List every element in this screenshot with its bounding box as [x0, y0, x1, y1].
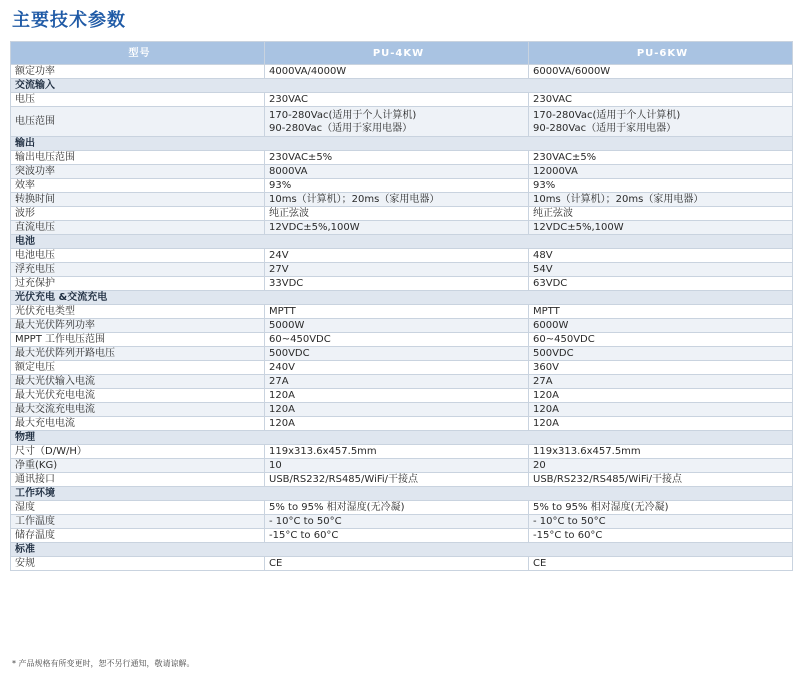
- row-value-pu-6kw: 20: [529, 459, 793, 473]
- section-title: 物理: [11, 431, 793, 445]
- row-value-pu-6kw: 纯正弦波: [529, 207, 793, 221]
- row-value-pu-6kw: 6000W: [529, 319, 793, 333]
- section-header: [11, 431, 793, 445]
- row-label: 过充保护: [11, 277, 265, 291]
- row-value-pu-4kw: 5000W: [265, 319, 529, 333]
- row-value-pu-6kw: - 10°C to 50°C: [529, 515, 793, 529]
- header-row: [11, 42, 793, 65]
- section-title: 工作环境: [11, 487, 793, 501]
- row-label: 湿度: [11, 501, 265, 515]
- row-value-pu-6kw: 170-280Vac(适用于个人计算机) 90-280Vac（适用于家用电器）: [529, 107, 793, 137]
- table-row: [11, 107, 793, 137]
- table-row: [11, 221, 793, 235]
- row-label: 直流电压: [11, 221, 265, 235]
- row-label: 电压: [11, 93, 265, 107]
- row-label: 额定功率: [11, 65, 265, 79]
- row-value-pu-4kw: CE: [265, 557, 529, 571]
- row-label: 转换时间: [11, 193, 265, 207]
- row-value-pu-4kw: 240V: [265, 361, 529, 375]
- table-row: [11, 389, 793, 403]
- row-value-pu-4kw: 170-280Vac(适用于个人计算机) 90-280Vac（适用于家用电器）: [265, 107, 529, 137]
- table-row: [11, 361, 793, 375]
- section-title: 输出: [11, 137, 793, 151]
- row-label: 电压范围: [11, 107, 265, 137]
- spec-table: [10, 41, 793, 571]
- row-value-pu-4kw: 5% to 95% 相对湿度(无冷凝): [265, 501, 529, 515]
- table-row: [11, 347, 793, 361]
- table-row: [11, 501, 793, 515]
- row-value-pu-4kw: 27V: [265, 263, 529, 277]
- row-value-pu-4kw: 93%: [265, 179, 529, 193]
- row-value-pu-4kw: 120A: [265, 403, 529, 417]
- table-row: [11, 333, 793, 347]
- row-label: 最大交流充电电流: [11, 403, 265, 417]
- table-row: [11, 249, 793, 263]
- section-header: [11, 291, 793, 305]
- row-label: 波形: [11, 207, 265, 221]
- table-row: [11, 473, 793, 487]
- table-row: [11, 445, 793, 459]
- table-row: [11, 417, 793, 431]
- row-label: 额定电压: [11, 361, 265, 375]
- section-title: 光伏充电 &交流充电: [11, 291, 793, 305]
- row-value-pu-4kw: 12VDC±5%,100W: [265, 221, 529, 235]
- row-value-pu-6kw: -15°C to 60°C: [529, 529, 793, 543]
- section-header: [11, 137, 793, 151]
- table-row: [11, 515, 793, 529]
- table-row: [11, 459, 793, 473]
- table-row: [11, 529, 793, 543]
- row-value-pu-4kw: 10ms（计算机）；20ms（家用电器）: [265, 193, 529, 207]
- table-row: [11, 375, 793, 389]
- row-value-pu-4kw: 27A: [265, 375, 529, 389]
- row-value-pu-6kw: 12VDC±5%,100W: [529, 221, 793, 235]
- row-value-pu-4kw: 120A: [265, 389, 529, 403]
- row-value-pu-6kw: 48V: [529, 249, 793, 263]
- section-header: [11, 487, 793, 501]
- row-label: 最大光伏充电电流: [11, 389, 265, 403]
- row-value-pu-4kw: 8000VA: [265, 165, 529, 179]
- row-label: 突波功率: [11, 165, 265, 179]
- row-label: 光伏充电类型: [11, 305, 265, 319]
- table-row: [11, 319, 793, 333]
- row-label: 最大光伏输入电流: [11, 375, 265, 389]
- row-label: 最大光伏阵列开路电压: [11, 347, 265, 361]
- row-value-pu-4kw: 24V: [265, 249, 529, 263]
- row-value-pu-6kw: 10ms（计算机）；20ms（家用电器）: [529, 193, 793, 207]
- row-value-pu-6kw: 60~450VDC: [529, 333, 793, 347]
- row-value-pu-4kw: MPTT: [265, 305, 529, 319]
- row-value-pu-6kw: 230VAC: [529, 93, 793, 107]
- section-header: [11, 79, 793, 93]
- row-label: 通讯接口: [11, 473, 265, 487]
- table-row: [11, 93, 793, 107]
- row-value-pu-4kw: 120A: [265, 417, 529, 431]
- table-row: [11, 277, 793, 291]
- row-value-pu-6kw: 63VDC: [529, 277, 793, 291]
- row-label: 最大充电电流: [11, 417, 265, 431]
- row-value-pu-6kw: 500VDC: [529, 347, 793, 361]
- row-value-pu-4kw: 500VDC: [265, 347, 529, 361]
- table-row: [11, 151, 793, 165]
- row-label: 净重(KG): [11, 459, 265, 473]
- table-row: [11, 207, 793, 221]
- header-pu-4kw: PU-4KW: [265, 42, 529, 65]
- row-value-pu-4kw: 119x313.6x457.5mm: [265, 445, 529, 459]
- row-value-pu-6kw: 12000VA: [529, 165, 793, 179]
- row-value-pu-6kw: USB/RS232/RS485/WiFi/干接点: [529, 473, 793, 487]
- page-title: 主要技术参数: [12, 10, 126, 31]
- table-row: [11, 193, 793, 207]
- table-row: [11, 179, 793, 193]
- row-label: 浮充电压: [11, 263, 265, 277]
- row-value-pu-6kw: 93%: [529, 179, 793, 193]
- footnote: * 产品规格有所变更时，恕不另行通知，敬请谅解。: [12, 659, 195, 668]
- table-row: [11, 305, 793, 319]
- section-title: 交流输入: [11, 79, 793, 93]
- row-label: 储存温度: [11, 529, 265, 543]
- row-value-pu-6kw: 119x313.6x457.5mm: [529, 445, 793, 459]
- row-value-pu-4kw: 10: [265, 459, 529, 473]
- row-label: 安规: [11, 557, 265, 571]
- row-value-pu-6kw: 120A: [529, 403, 793, 417]
- table-row: [11, 65, 793, 79]
- row-value-pu-6kw: MPTT: [529, 305, 793, 319]
- row-value-pu-6kw: 54V: [529, 263, 793, 277]
- section-title: 标准: [11, 543, 793, 557]
- table-row: [11, 165, 793, 179]
- row-value-pu-4kw: 230VAC±5%: [265, 151, 529, 165]
- row-value-pu-4kw: 纯正弦波: [265, 207, 529, 221]
- row-label: MPPT 工作电压范围: [11, 333, 265, 347]
- section-title: 电池: [11, 235, 793, 249]
- row-value-pu-6kw: 120A: [529, 417, 793, 431]
- row-value-pu-4kw: 4000VA/4000W: [265, 65, 529, 79]
- row-value-pu-6kw: 6000VA/6000W: [529, 65, 793, 79]
- table-row: [11, 263, 793, 277]
- row-value-pu-6kw: 360V: [529, 361, 793, 375]
- table-row: [11, 557, 793, 571]
- row-value-pu-4kw: 33VDC: [265, 277, 529, 291]
- row-value-pu-4kw: - 10°C to 50°C: [265, 515, 529, 529]
- header-pu-6kw: PU-6KW: [529, 42, 793, 65]
- header-model: 型号: [11, 42, 265, 65]
- row-value-pu-4kw: -15°C to 60°C: [265, 529, 529, 543]
- row-label: 工作温度: [11, 515, 265, 529]
- row-value-pu-4kw: 60~450VDC: [265, 333, 529, 347]
- row-value-pu-4kw: 230VAC: [265, 93, 529, 107]
- row-label: 输出电压范围: [11, 151, 265, 165]
- row-value-pu-6kw: 230VAC±5%: [529, 151, 793, 165]
- row-label: 效率: [11, 179, 265, 193]
- row-value-pu-4kw: USB/RS232/RS485/WiFi/干接点: [265, 473, 529, 487]
- row-value-pu-6kw: 5% to 95% 相对湿度(无冷凝): [529, 501, 793, 515]
- table-row: [11, 403, 793, 417]
- row-value-pu-6kw: 27A: [529, 375, 793, 389]
- section-header: [11, 543, 793, 557]
- spec-body: [11, 65, 793, 571]
- row-label: 尺寸（D/W/H）: [11, 445, 265, 459]
- section-header: [11, 235, 793, 249]
- row-value-pu-6kw: 120A: [529, 389, 793, 403]
- row-label: 电池电压: [11, 249, 265, 263]
- row-value-pu-6kw: CE: [529, 557, 793, 571]
- row-label: 最大光伏阵列功率: [11, 319, 265, 333]
